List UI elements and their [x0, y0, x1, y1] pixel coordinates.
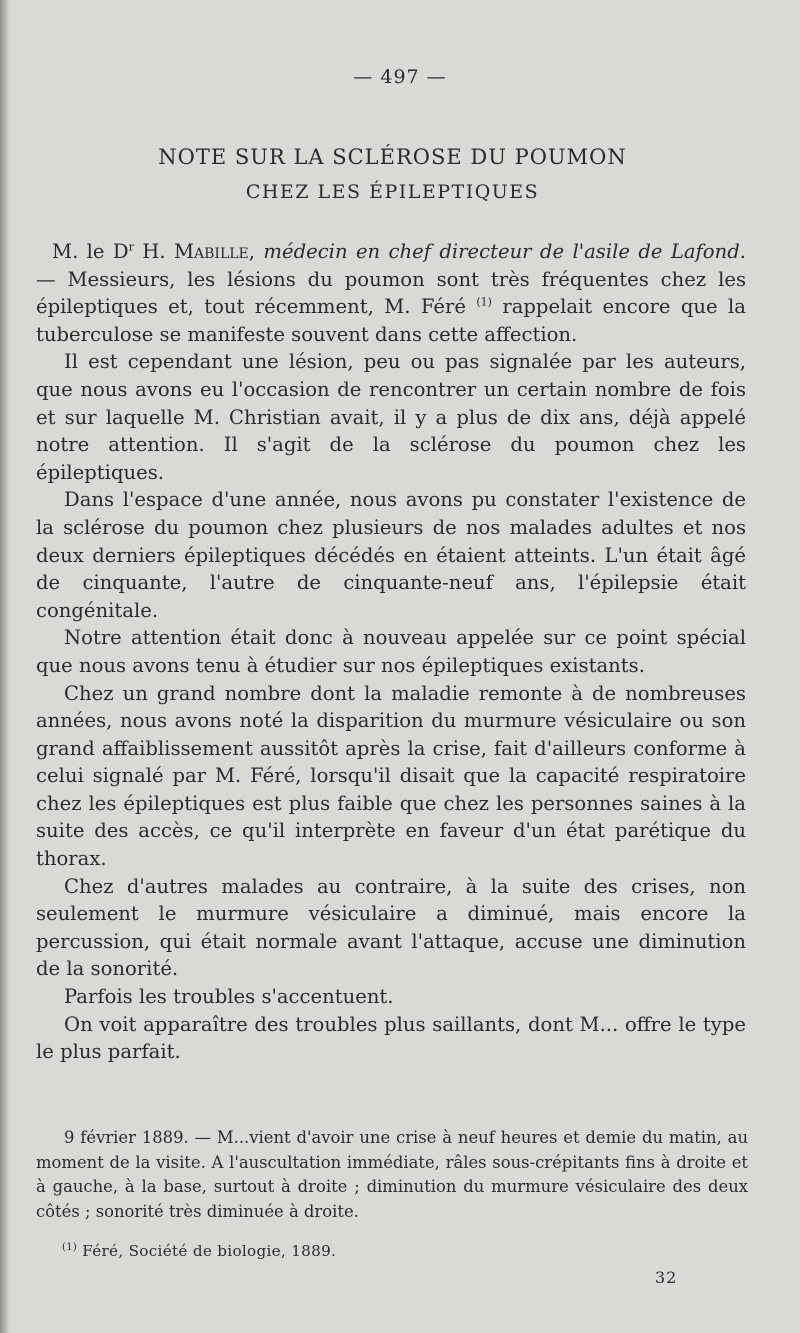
intro-paragraph	[36, 238, 746, 348]
paragraph: Parfois les troubles s'accentuent.	[64, 985, 394, 1009]
intro-text-b: rappelait encore que la tuberculose se manifeste souvent dans cette affection.	[36, 295, 746, 346]
article-title: NOTE SUR LA SCLÉROSE DU POUMON	[158, 145, 627, 169]
paragraph: Notre attention était donc à nouveau appelée sur ce point spécial que nous avons tenu à étudier sur nos épileptiques existants.	[36, 626, 746, 677]
article-body	[36, 238, 746, 1066]
signature-mark: 32	[655, 1268, 678, 1287]
footnote-reference: (1)	[476, 295, 492, 309]
page-number: — 497 —	[353, 66, 447, 88]
dr-superscript: r	[128, 240, 134, 254]
article-subtitle: CHEZ LES ÉPILEPTIQUES	[245, 181, 540, 203]
paragraph: On voit apparaître des troubles plus saillants, dont M... offre le type le plus parfait.	[36, 1012, 746, 1064]
paragraph: Chez d'autres malades au contraire, à la suite des crises, non seulement le murmure vésiculaire a diminué, mais encore la percussion, qui était normale avant l'attaque, accuse une diminution de la sonorité.	[36, 874, 746, 981]
intro-prefix: M. le D	[52, 240, 129, 263]
case-note: 9 février 1889. — M...vient d'avoir une crise à neuf heures et demie du matin, au moment de la visite. A l'auscultation immédiate, râles sous-crépitants fins à droite et à gauche, à la base, surtout à droite ; diminution du murmure vésiculaire des deux côtés ; sonorité très diminuée à droite.	[36, 1128, 748, 1221]
intro-text-a: — Messieurs, les lésions du poumon sont très fréquentes chez les épileptiques et, tout récemment, M. Féré	[36, 267, 746, 319]
paragraph: Chez un grand nombre dont la maladie remonte à de nombreuses années, nous avons noté la disparition du murmure vésiculaire ou son grand affaiblissement aussitôt après la crise, fait d'ailleurs conforme à celui signalé par M. Féré, lorsqu'il disait que la capacité respiratoire chez les épileptiques est plus faible que chez les personnes saines à la suite des accès, ce qu'il interprète en faveur d'un état parétique du thorax.	[36, 681, 746, 871]
footnote-text: Féré, Société de biologie, 1889.	[77, 1242, 337, 1260]
intro-comma: ,	[248, 240, 264, 263]
paragraph: Il est cependant une lésion, peu ou pas signalée par les auteurs, que nous avons eu l'occasion de rencontrer un certain nombre de fois et sur laquelle M. Christian avait, il y a plus de dix ans, déjà appelé notre attention. Il s'agit de la sclérose du poumon chez les épileptiques.	[36, 350, 746, 484]
footnote	[62, 1242, 336, 1260]
footnote-mark: (1)	[62, 1241, 78, 1253]
author-role: médecin en chef directeur de l'asile de Lafond.	[263, 240, 746, 263]
author-initial: H.	[133, 240, 174, 263]
paragraph: Dans l'espace d'une année, nous avons pu constater l'existence de la sclérose du poumon chez plusieurs de nos malades adultes et nos deux derniers épileptiques décédés en étaient atteints. L'un était âgé de cinquante, l'autre de cinquante-neuf ans, l'épilepsie était congénitale.	[36, 488, 746, 622]
author-name: Mabille	[173, 240, 249, 263]
